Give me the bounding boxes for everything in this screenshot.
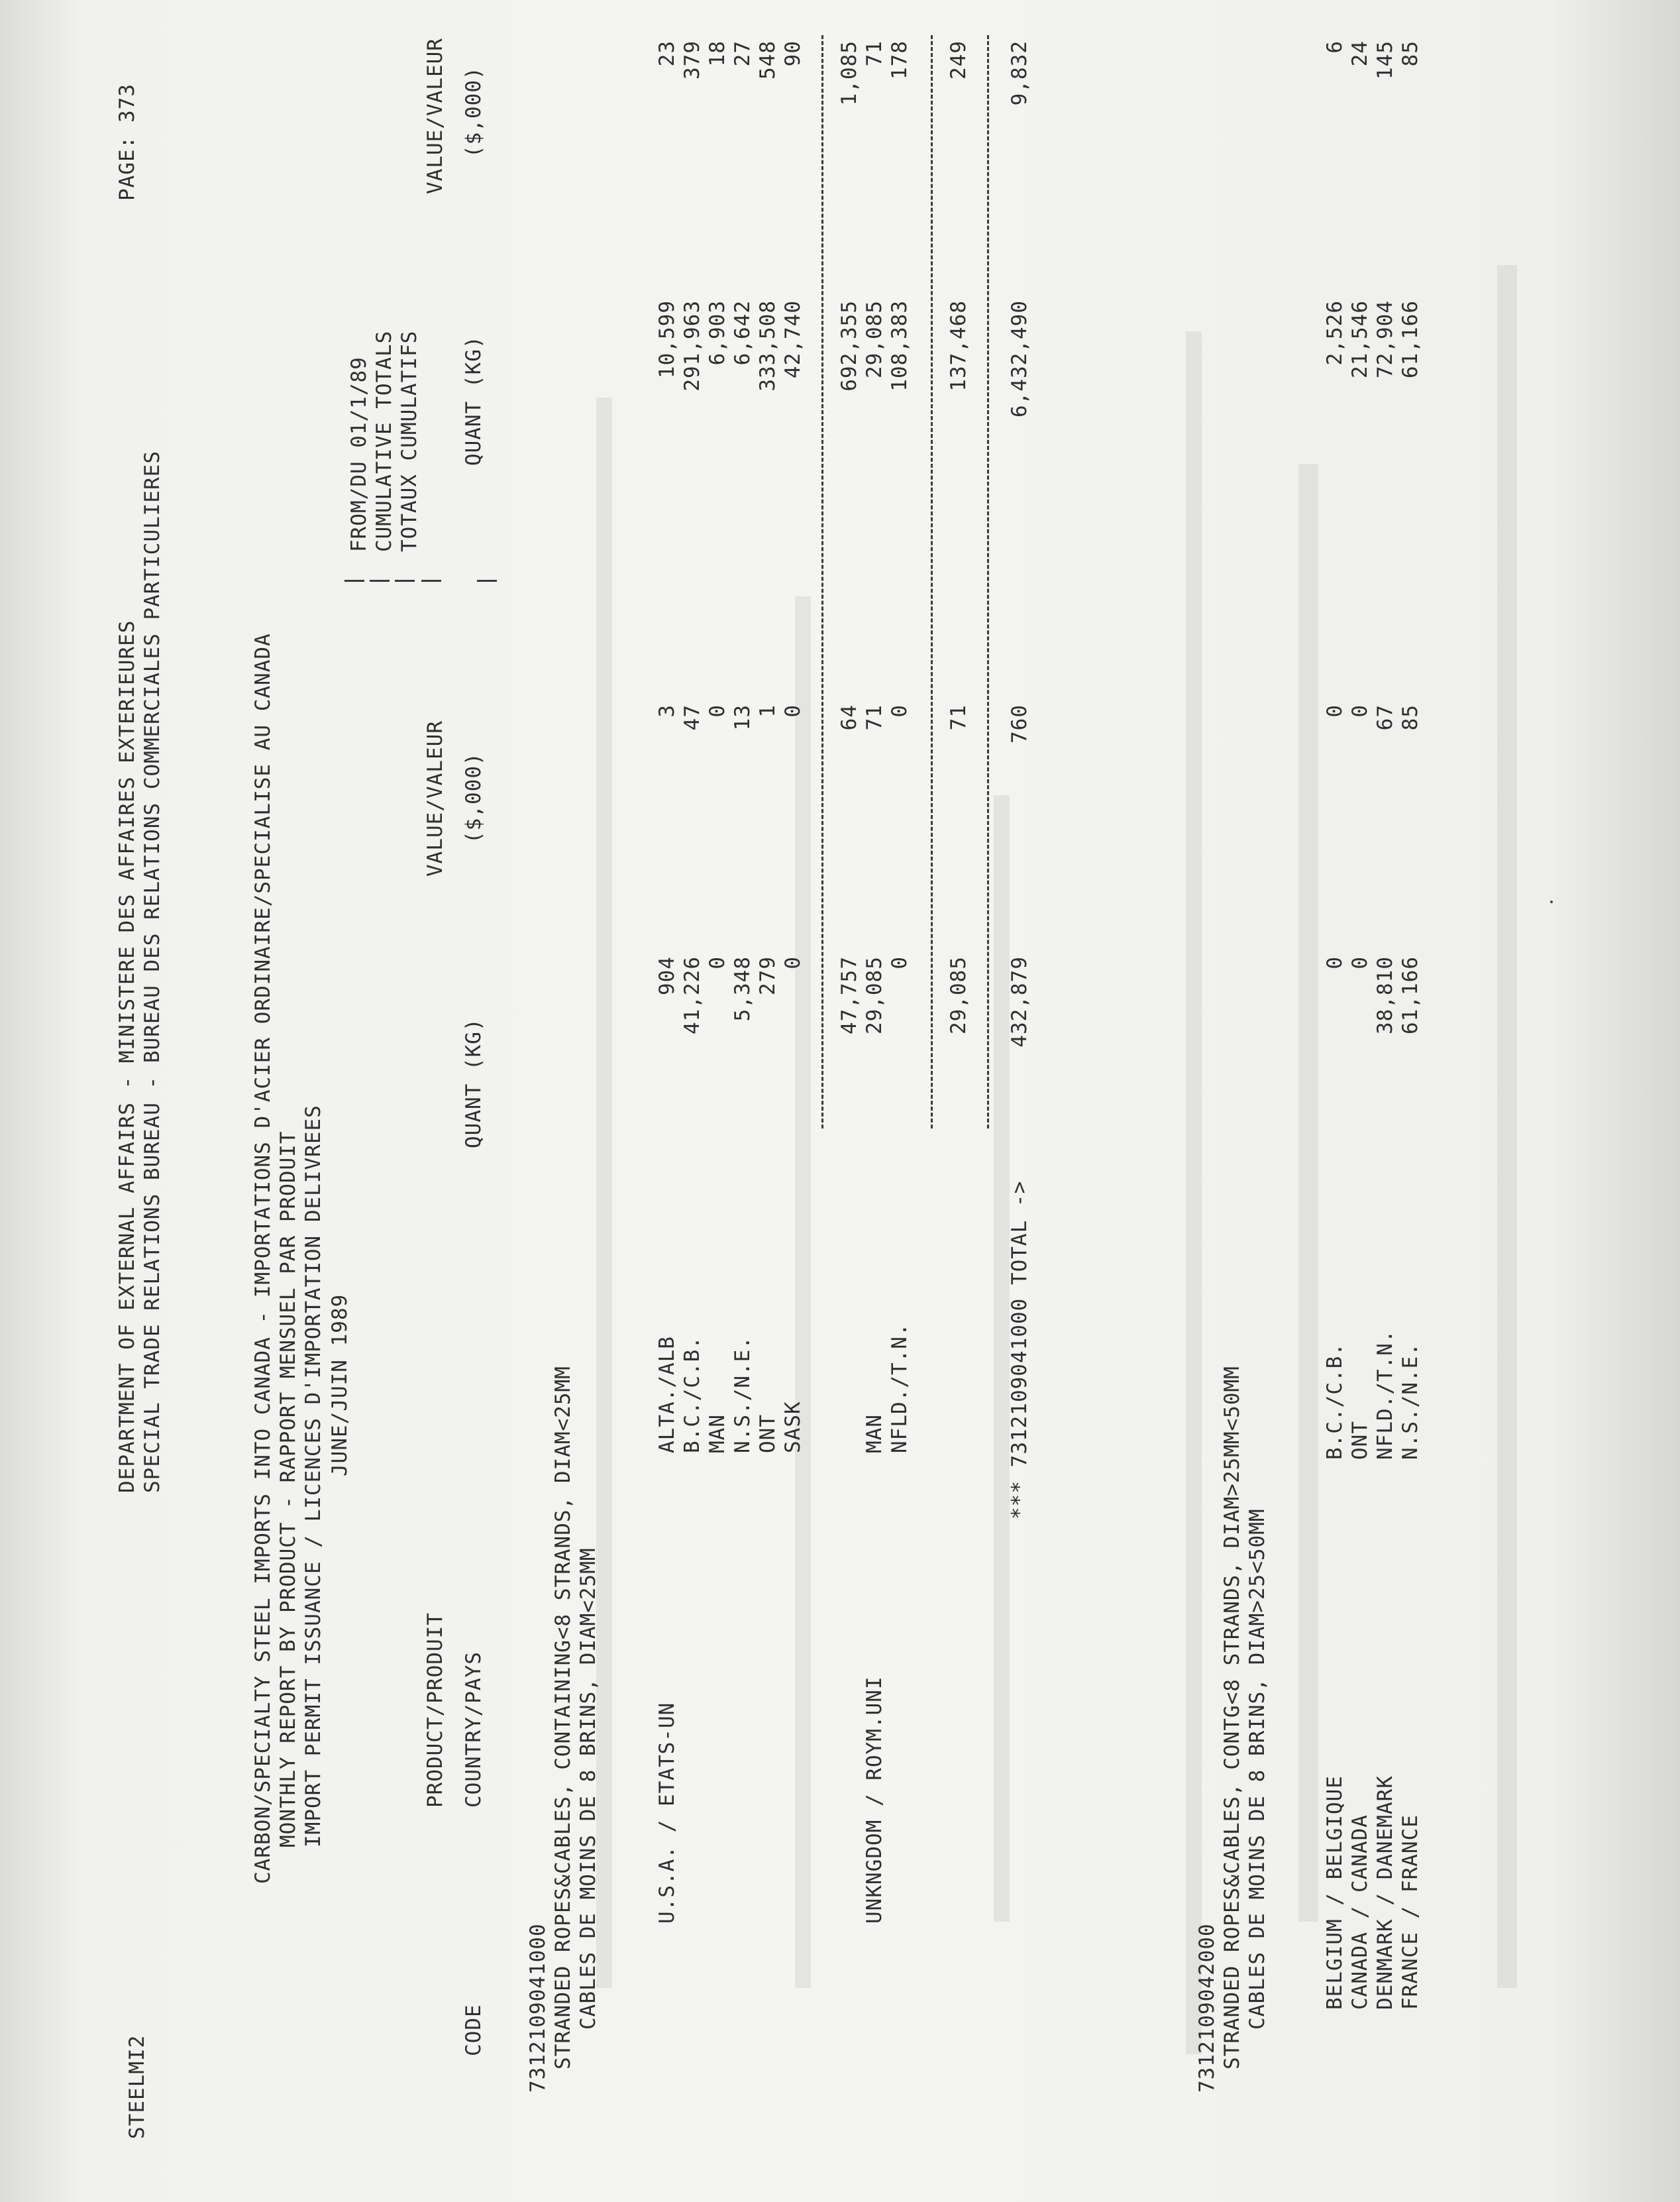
product-total-label: *** 7312109041000 TOTAL -> bbox=[1008, 1180, 1031, 1519]
quantity-cumulative: 29,085 bbox=[863, 300, 886, 378]
department-line-1: DEPARTMENT OF EXTERNAL AFFAIRS - MINISTERE DES AFFAIRES EXTERIEURES bbox=[115, 620, 139, 1493]
report-period: JUNE/JUIN 1989 bbox=[328, 1294, 352, 1476]
value-month: 0 bbox=[781, 704, 805, 718]
province: MAN bbox=[706, 1414, 729, 1453]
quantity-cumulative: 108,383 bbox=[888, 300, 912, 392]
value-month: 0 bbox=[706, 704, 729, 718]
value-cumulative: 90 bbox=[781, 40, 805, 67]
value-month: 1 bbox=[756, 704, 780, 718]
quantity-month: 41,226 bbox=[680, 956, 704, 1034]
country-name: FRANCE / FRANCE bbox=[1398, 1814, 1422, 2010]
value-month: 13 bbox=[731, 704, 755, 731]
subtotal-value-month: 71 bbox=[947, 704, 971, 731]
country-name: CANADA / CANADA bbox=[1348, 1814, 1372, 2010]
value-cumulative: 71 bbox=[863, 40, 886, 67]
province: MAN bbox=[863, 1414, 886, 1453]
department-line-2: SPECIAL TRADE RELATIONS BUREAU - BUREAU DES RELATIONS COMMERCIALES PARTICULIERES bbox=[140, 450, 164, 1493]
product-code: 7312109041000 bbox=[526, 1923, 550, 2093]
value-month: 0 bbox=[888, 704, 912, 718]
value-cumulative: 85 bbox=[1398, 40, 1422, 67]
country-name: DENMARK / DANEMARK bbox=[1373, 1775, 1397, 2010]
province: N.S./N.E. bbox=[731, 1336, 755, 1453]
page-number: PAGE: 373 bbox=[115, 83, 139, 201]
value-cumulative: 23 bbox=[655, 40, 679, 67]
value-month: 67 bbox=[1373, 704, 1397, 731]
subtotal-rule bbox=[821, 35, 823, 1129]
quantity-cumulative: 333,508 bbox=[756, 300, 780, 392]
report-permit-line: IMPORT PERMIT ISSUANCE / LICENCES D'IMPORTATION DELIVREES bbox=[301, 1105, 325, 1847]
total-value-cumulative: 9,832 bbox=[1008, 40, 1031, 106]
value-cumulative: 178 bbox=[888, 40, 912, 80]
province: ALTA./ALB bbox=[655, 1336, 679, 1453]
province: NFLD./T.N. bbox=[888, 1323, 912, 1453]
product-code: 7312109042000 bbox=[1195, 1923, 1219, 2093]
subtotal-value-month: 64 bbox=[837, 704, 861, 731]
quantity-cumulative: 291,963 bbox=[680, 300, 704, 392]
subtotal-quantity-month: 29,085 bbox=[947, 956, 971, 1034]
product-description-en: STRANDED ROPES&CABLES, CONTAINING<8 STRANDS, DIAM<25MM bbox=[551, 1366, 575, 2069]
country-name: UNKNGDOM / ROYM.UNI bbox=[863, 1676, 886, 1924]
divider-bar bbox=[344, 580, 364, 582]
value-cumulative: 18 bbox=[706, 40, 729, 67]
quantity-month: 0 bbox=[1323, 956, 1347, 969]
subtotal-quantity-cumulative: 692,355 bbox=[837, 300, 861, 392]
product-description-en: STRANDED ROPES&CABLES, CONTG<8 STRANDS, DIAM>25MM<50MM bbox=[1220, 1366, 1244, 2069]
quantity-cumulative: 6,642 bbox=[731, 300, 755, 366]
province: ONT bbox=[1348, 1421, 1372, 1460]
cumulative-totals-en: CUMULATIVE TOTALS bbox=[372, 330, 396, 552]
quantity-month: 0 bbox=[888, 956, 912, 969]
total-quantity-cumulative: 6,432,490 bbox=[1008, 300, 1031, 417]
column-header-quant-month: QUANT (KG) bbox=[462, 1018, 486, 1148]
quantity-month: 61,166 bbox=[1398, 956, 1422, 1034]
value-cumulative: 24 bbox=[1348, 40, 1372, 67]
country-name: BELGIUM / BELGIQUE bbox=[1323, 1775, 1347, 2010]
divider-bar bbox=[370, 580, 390, 582]
total-rule bbox=[987, 35, 989, 1129]
quantity-cumulative: 42,740 bbox=[781, 300, 805, 378]
subtotal-value-cumulative: 1,085 bbox=[837, 40, 861, 106]
column-header-value-cumulative: VALUE/VALEUR bbox=[423, 38, 447, 194]
value-month: 0 bbox=[1323, 704, 1347, 718]
total-quantity-month: 432,879 bbox=[1008, 956, 1031, 1048]
column-header-value-unit-month: ($,000) bbox=[462, 752, 486, 844]
province: B.C./C.B. bbox=[680, 1336, 704, 1453]
quantity-month: 29,085 bbox=[863, 956, 886, 1034]
value-cumulative: 548 bbox=[756, 40, 780, 80]
column-header-quant-cumulative: QUANT (KG) bbox=[462, 335, 486, 466]
cumulative-totals-fr: TOTAUX CUMULATIFS bbox=[397, 330, 421, 552]
divider-bar bbox=[395, 580, 415, 582]
divider-bar bbox=[421, 580, 441, 582]
value-month: 47 bbox=[680, 704, 704, 731]
divider-bar bbox=[477, 580, 497, 582]
column-header-country: COUNTRY/PAYS bbox=[462, 1651, 486, 1808]
value-cumulative: 27 bbox=[731, 40, 755, 67]
report-subtitle: MONTHLY REPORT BY PRODUCT - RAPPORT MENSUEL PAR PRODUIT bbox=[276, 1130, 300, 1847]
quantity-cumulative: 2,526 bbox=[1323, 300, 1347, 366]
quantity-month: 0 bbox=[1348, 956, 1372, 969]
report-id: STEELMI2 bbox=[125, 2034, 149, 2139]
report-title: CARBON/SPECIALTY STEEL IMPORTS INTO CANADA - IMPORTATIONS D'ACIER ORDINAIRE/SPECIALISE AU CANADA bbox=[251, 633, 275, 1884]
quantity-month: 0 bbox=[781, 956, 805, 969]
value-month: 0 bbox=[1348, 704, 1372, 718]
product-description-fr: CABLES DE MOINS DE 8 BRINS, DIAM<25MM bbox=[576, 1547, 600, 2030]
quantity-cumulative: 72,904 bbox=[1373, 300, 1397, 378]
subtotal-quantity-cumulative: 137,468 bbox=[947, 300, 971, 392]
quantity-cumulative: 6,903 bbox=[706, 300, 729, 366]
quantity-cumulative: 61,166 bbox=[1398, 300, 1422, 378]
quantity-month: 0 bbox=[706, 956, 729, 969]
value-month: 85 bbox=[1398, 704, 1422, 731]
province: N.S./N.E. bbox=[1398, 1343, 1422, 1460]
quantity-cumulative: 10,599 bbox=[655, 300, 679, 378]
column-header-code: CODE bbox=[462, 2004, 486, 2056]
value-cumulative: 6 bbox=[1323, 40, 1347, 54]
province: ONT bbox=[756, 1414, 780, 1453]
province: NFLD./T.N. bbox=[1373, 1329, 1397, 1460]
province: SASK bbox=[781, 1401, 805, 1453]
subtotal-rule bbox=[931, 35, 933, 1129]
column-header-value-month: VALUE/VALEUR bbox=[423, 720, 447, 877]
quantity-month: 38,810 bbox=[1373, 956, 1397, 1034]
value-month: 71 bbox=[863, 704, 886, 731]
province: B.C./C.B. bbox=[1323, 1343, 1347, 1460]
value-cumulative: 379 bbox=[680, 40, 704, 80]
quantity-month: 904 bbox=[655, 956, 679, 995]
country-name: U.S.A. / ETATS-UN bbox=[655, 1702, 679, 1924]
column-header-product: PRODUCT/PRODUIT bbox=[423, 1612, 447, 1808]
value-month: 3 bbox=[655, 704, 679, 718]
quantity-month: 279 bbox=[756, 956, 780, 995]
column-header-value-unit-cumulative: ($,000) bbox=[462, 66, 486, 158]
quantity-cumulative: 21,546 bbox=[1348, 300, 1372, 378]
subtotal-quantity-month: 47,757 bbox=[837, 956, 861, 1034]
subtotal-value-cumulative: 249 bbox=[947, 40, 971, 80]
value-cumulative: 145 bbox=[1373, 40, 1397, 80]
cumulative-from-date: FROM/DU 01/1/89 bbox=[347, 357, 371, 552]
stray-mark bbox=[1550, 901, 1553, 903]
total-value-month: 760 bbox=[1008, 704, 1031, 743]
product-description-fr: CABLES DE MOINS DE 8 BRINS, DIAM>25<50MM bbox=[1245, 1508, 1269, 2030]
quantity-month: 5,348 bbox=[731, 956, 755, 1022]
